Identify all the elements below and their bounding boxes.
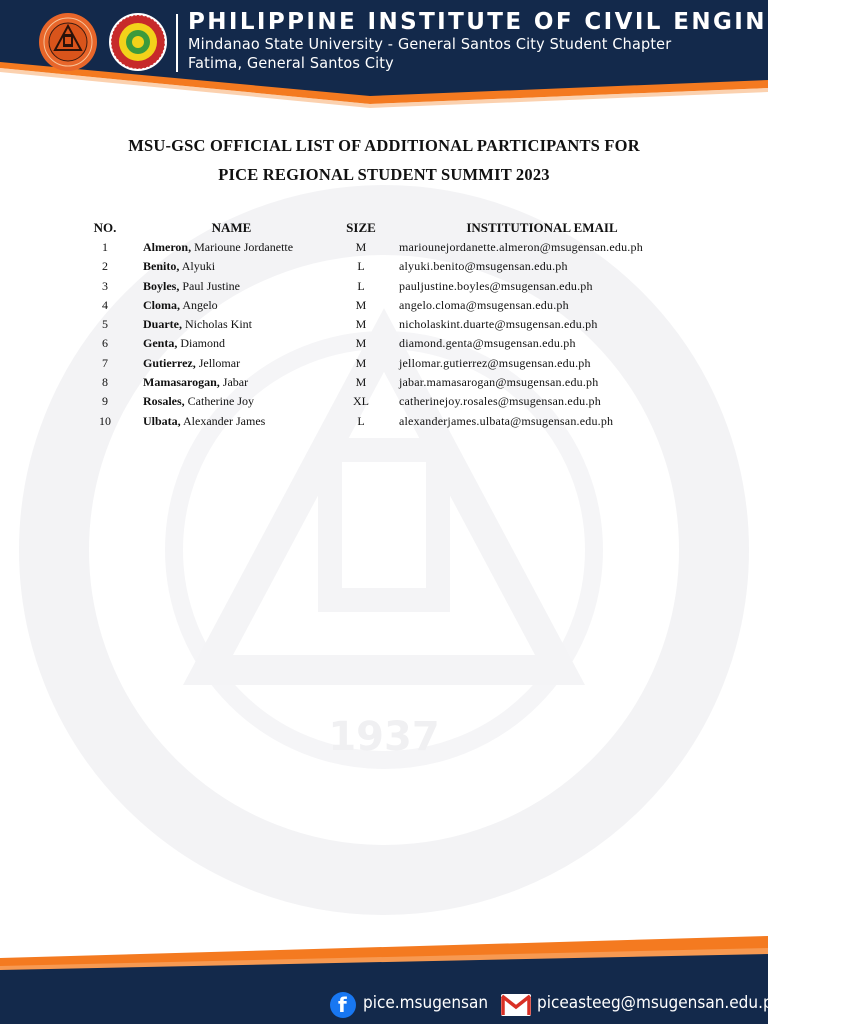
shirt-size: L (357, 413, 365, 428)
header-name: NAME (211, 220, 252, 235)
gmail-icon[interactable] (501, 994, 531, 1016)
participants-table (84, 220, 704, 432)
shirt-size: XL (353, 394, 369, 409)
participant-name (143, 356, 240, 371)
facebook-icon[interactable] (330, 992, 356, 1018)
given-name: Catherine Joy (187, 394, 254, 409)
surname: Gutierrez, (143, 355, 196, 370)
institutional-email: mariounejordanette.almeron@msugensan.edu.ph (399, 240, 643, 254)
institutional-email: pauljustine.boyles@msugensan.edu.ph (399, 278, 593, 293)
table-header-row (84, 220, 704, 239)
table-row (84, 278, 704, 297)
given-name: Jellomar (198, 355, 241, 370)
shirt-size: M (355, 317, 367, 332)
surname: Duarte, (143, 317, 182, 332)
institutional-email: nicholaskint.duarte@msugensan.edu.ph (399, 317, 598, 332)
given-name: Jabar (222, 375, 249, 390)
given-name: Paul Justine (182, 278, 241, 293)
surname: Almeron, (143, 240, 192, 254)
msu-gsc-seal (108, 12, 168, 72)
row-number: 3 (102, 278, 108, 293)
row-number: 9 (102, 394, 108, 409)
participant-name (143, 336, 225, 351)
header-no: NO. (93, 220, 117, 235)
row-number: 5 (102, 317, 108, 332)
given-name: Marioune Jordanette (194, 240, 294, 254)
table-row (84, 374, 704, 393)
shirt-size: M (355, 355, 367, 370)
table-row (84, 258, 704, 277)
institutional-email: diamond.genta@msugensan.edu.ph (399, 336, 576, 351)
shirt-size: L (357, 278, 365, 293)
institutional-email: angelo.cloma@msugensan.edu.ph (399, 297, 569, 312)
given-name: Alexander James (183, 413, 266, 428)
institutional-email: catherinejoy.rosales@msugensan.edu.ph (399, 394, 601, 409)
letterhead-header (0, 0, 842, 110)
row-number: 6 (102, 336, 108, 351)
row-number: 4 (102, 297, 108, 312)
surname: Genta, (143, 336, 178, 351)
row-number: 8 (102, 375, 108, 390)
header-size: SIZE (346, 220, 376, 235)
surname: Boyles, (143, 278, 180, 293)
table-row (84, 239, 704, 258)
table-row (84, 316, 704, 335)
table-row (84, 355, 704, 374)
institutional-email: alyuki.benito@msugensan.edu.ph (399, 259, 568, 274)
surname: Cloma, (143, 297, 180, 312)
institutional-email: jellomar.gutierrez@msugensan.edu.ph (399, 355, 591, 370)
watermark-year: 1937 (328, 714, 440, 760)
header-text-block (188, 9, 842, 73)
shirt-size: M (355, 336, 367, 351)
participant-name (143, 298, 218, 313)
participant-name (143, 414, 265, 429)
row-number: 10 (99, 413, 111, 428)
document-title (0, 131, 768, 189)
header-divider (176, 14, 178, 72)
pice-logo (38, 12, 98, 72)
facebook-page-link[interactable]: pice.msugensan (363, 993, 489, 1013)
table-row (84, 393, 704, 412)
title-line-1: MSU-GSC OFFICIAL LIST OF ADDITIONAL PARTICIPANTS FOR (128, 136, 640, 155)
surname: Benito, (143, 259, 180, 274)
participant-name (143, 317, 252, 332)
row-number: 2 (102, 259, 108, 274)
surname: Ulbata, (143, 413, 181, 428)
shirt-size: M (355, 240, 367, 254)
header-email: INSTITUTIONAL EMAIL (466, 220, 618, 235)
table-row (84, 335, 704, 354)
given-name: Nicholas Kint (185, 317, 252, 332)
given-name: Alyuki (181, 259, 216, 274)
surname: Rosales, (143, 394, 185, 409)
participant-name (143, 259, 215, 274)
row-number: 7 (102, 355, 108, 370)
chapter-address: Fatima, General Santos City (188, 54, 394, 72)
shirt-size: L (357, 259, 365, 274)
given-name: Angelo (182, 297, 218, 312)
table-row (84, 297, 704, 316)
shirt-size: M (355, 297, 367, 312)
shirt-size: M (355, 375, 367, 390)
title-line-2: PICE REGIONAL STUDENT SUMMIT 2023 (218, 165, 550, 184)
participant-name (143, 240, 293, 255)
institutional-email: alexanderjames.ulbata@msugensan.edu.ph (399, 413, 614, 428)
row-number: 1 (102, 240, 108, 254)
contact-email-link[interactable]: piceasteeg@msugensan.edu.ph (537, 993, 783, 1013)
participant-name (143, 279, 240, 294)
participant-name (143, 375, 248, 390)
letterhead-footer (0, 930, 783, 1024)
institutional-email: jabar.mamasarogan@msugensan.edu.ph (399, 375, 599, 390)
organization-name: PHILIPPINE INSTITUTE OF CIVIL ENGINEERS (188, 9, 842, 35)
participant-name (143, 394, 254, 409)
table-row (84, 413, 704, 432)
surname: Mamasarogan, (143, 375, 220, 390)
given-name: Diamond (180, 336, 226, 351)
chapter-name: Mindanao State University - General Santos City Student Chapter (188, 35, 672, 53)
